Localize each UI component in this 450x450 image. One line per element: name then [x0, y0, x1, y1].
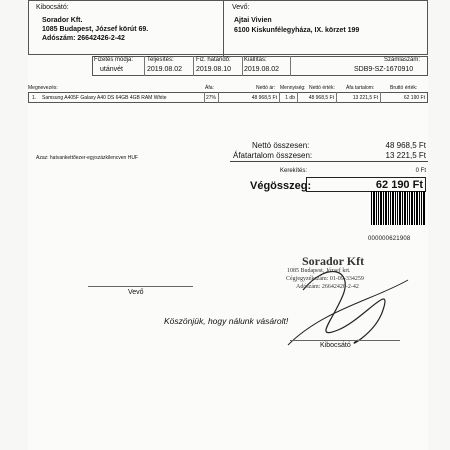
meta-label-issued: Kiállítás:	[244, 57, 267, 63]
header-divider	[223, 1, 224, 56]
col-header-net-price: Nettó ár:	[256, 85, 276, 91]
stamp-line-3: Adószám: 26642426-2-42	[296, 284, 359, 290]
meta-divider	[193, 56, 194, 76]
rounding-label: Kerekítés:	[280, 168, 308, 174]
col-header-name: Megnevezés:	[28, 85, 58, 91]
meta-value-payment: utánvét	[100, 66, 123, 73]
row-product-name: Samsung A405F Galaxy A40 DS 64GB 4GB RAM White	[42, 95, 167, 101]
meta-value-issued: 2019.08.02	[244, 66, 280, 73]
row-net-price: 48 968,5 Ft	[251, 95, 277, 101]
seller-address: 1085 Budapest, József körút 69.	[42, 26, 149, 33]
buyer-address: 6100 Kiskunfélegyháza, IX. körzet 199	[234, 27, 360, 34]
row-index: 1.	[32, 95, 37, 101]
barcode-icon	[370, 191, 426, 233]
meta-divider	[290, 56, 291, 76]
meta-divider	[242, 56, 243, 76]
amount-in-words: Azaz: hatvankettőezer-egyszázkilencven HUF	[36, 155, 138, 161]
barcode-number: 000000621908	[368, 236, 411, 242]
col-header-vat: Áfa:	[205, 85, 214, 91]
row-net-value: 48 968,5 Ft	[308, 95, 334, 101]
buyer-heading: Vevő:	[232, 4, 250, 11]
total-vat-value: 13 221,5 Ft	[385, 151, 426, 160]
meta-label-payment: Fizetés módja:	[94, 57, 134, 63]
meta-value-fulfilment: 2019.08.02	[147, 66, 183, 73]
total-net-label: Nettó összesen:	[252, 141, 310, 150]
stamp-name: Sorador Kft	[302, 254, 365, 268]
grand-total-value: 62 190 Ft	[375, 179, 423, 191]
row-vat-content: 13 221,5 Ft	[352, 95, 378, 101]
seller-name: Sorador Kft.	[42, 17, 83, 24]
total-net-value: 48 968,5 Ft	[385, 141, 426, 150]
col-header-net-value: Nettó érték:	[309, 85, 335, 91]
invoice-page	[28, 0, 428, 450]
row-divider	[204, 92, 205, 103]
row-vat: 27%	[206, 95, 217, 101]
row-quantity: 1 db	[285, 95, 295, 101]
issuer-signature-line	[290, 340, 400, 341]
meta-divider	[144, 56, 145, 76]
stamp-line-2: Cégjegyzékszám: 01-09-334259	[286, 276, 364, 282]
seller-heading: Kibocsátó:	[36, 4, 69, 11]
col-header-quantity: Mennyiség:	[280, 85, 306, 91]
totals-rule	[230, 161, 428, 162]
col-header-gross-value: Bruttó érték:	[390, 85, 418, 91]
meta-value-deadline: 2019.08.10	[196, 66, 232, 73]
buyer-name: Ajtai Vivien	[234, 17, 272, 24]
meta-label-invoice-number: Számlaszám:	[384, 57, 421, 63]
thank-you-message: Köszönjük, hogy nálunk vásárolt!	[164, 316, 289, 326]
stamp-line-1: 1085 Budapest, József krt.	[287, 268, 351, 274]
row-gross-value: 62 190 Ft	[403, 95, 425, 101]
grand-total-label: Végösszeg:	[250, 180, 312, 192]
buyer-signature-label: Vevő	[128, 289, 144, 296]
meta-label-fulfilment: Teljesítés:	[147, 57, 174, 63]
rounding-value: 0 Ft	[415, 168, 426, 174]
meta-value-invoice-number: SDB9-SZ-1670910	[354, 66, 414, 73]
seller-tax-id: Adószám: 26642426-2-42	[42, 35, 125, 42]
buyer-signature-line	[88, 286, 193, 287]
row-divider	[218, 92, 219, 103]
col-header-vat-content: Áfa tartalom:	[346, 85, 375, 91]
total-vat-label: Áfatartalom összesen:	[233, 151, 313, 160]
issuer-signature-label: Kibocsátó	[320, 342, 351, 349]
meta-label-deadline: Fiz. határidő:	[196, 57, 231, 63]
